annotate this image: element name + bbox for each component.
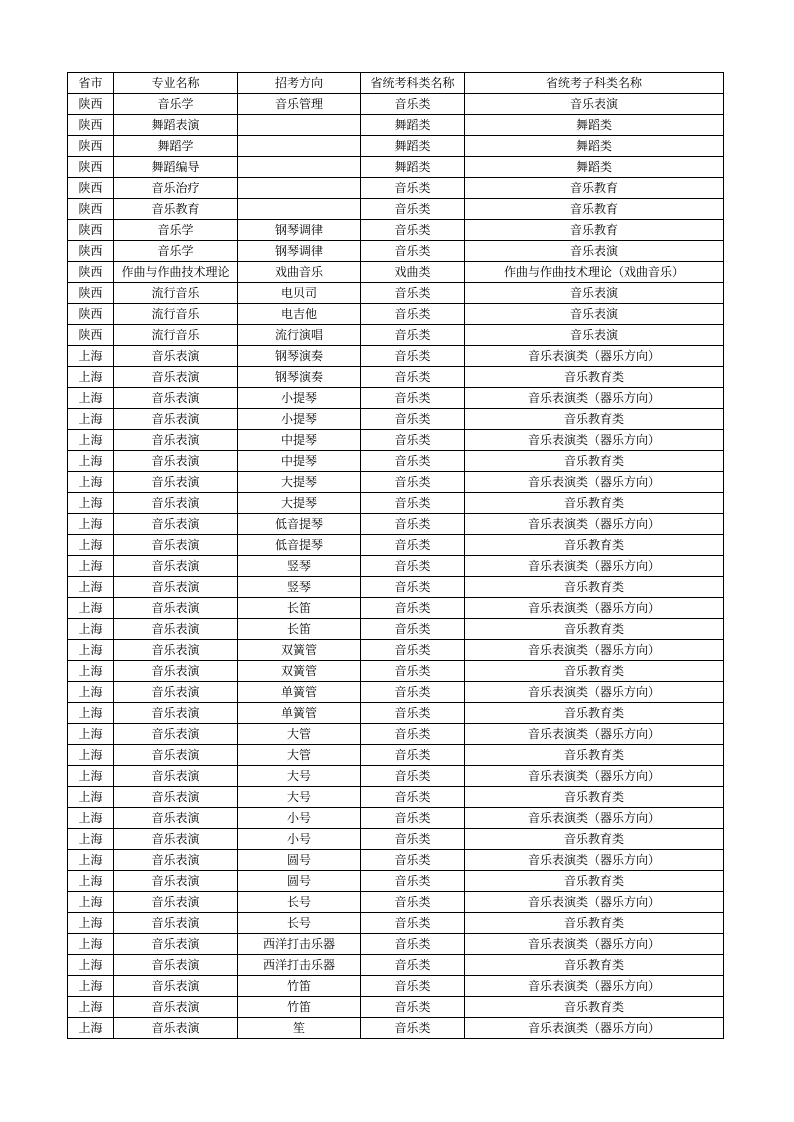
table-row bbox=[68, 871, 724, 892]
table-row bbox=[68, 241, 724, 262]
cell-category: 音乐类 bbox=[361, 745, 465, 766]
cell-subcategory: 音乐表演类（器乐方向） bbox=[465, 556, 724, 577]
table-body bbox=[68, 94, 724, 1039]
table-row bbox=[68, 703, 724, 724]
cell-direction: 长号 bbox=[238, 892, 361, 913]
cell-direction: 西洋打击乐器 bbox=[238, 955, 361, 976]
cell-direction: 钢琴演奏 bbox=[238, 367, 361, 388]
cell-direction: 钢琴调律 bbox=[238, 241, 361, 262]
cell-category: 音乐类 bbox=[361, 367, 465, 388]
cell-major: 音乐表演 bbox=[114, 493, 238, 514]
cell-province: 上海 bbox=[68, 451, 114, 472]
cell-category: 音乐类 bbox=[361, 241, 465, 262]
cell-major: 音乐表演 bbox=[114, 514, 238, 535]
cell-province: 上海 bbox=[68, 955, 114, 976]
cell-subcategory: 音乐教育 bbox=[465, 199, 724, 220]
cell-category: 音乐类 bbox=[361, 619, 465, 640]
table-row bbox=[68, 472, 724, 493]
cell-province: 上海 bbox=[68, 871, 114, 892]
cell-direction: 小号 bbox=[238, 829, 361, 850]
cell-direction: 钢琴调律 bbox=[238, 220, 361, 241]
cell-category: 音乐类 bbox=[361, 703, 465, 724]
table-header bbox=[68, 73, 724, 94]
cell-subcategory: 音乐表演类（器乐方向） bbox=[465, 388, 724, 409]
cell-province: 上海 bbox=[68, 829, 114, 850]
cell-subcategory: 音乐表演类（器乐方向） bbox=[465, 682, 724, 703]
cell-major: 舞蹈表演 bbox=[114, 115, 238, 136]
cell-major: 音乐表演 bbox=[114, 787, 238, 808]
cell-major: 音乐表演 bbox=[114, 367, 238, 388]
table-row bbox=[68, 955, 724, 976]
cell-major: 音乐表演 bbox=[114, 451, 238, 472]
cell-category: 音乐类 bbox=[361, 472, 465, 493]
cell-direction: 笙 bbox=[238, 1018, 361, 1039]
table-row bbox=[68, 577, 724, 598]
cell-major: 音乐表演 bbox=[114, 829, 238, 850]
cell-category: 音乐类 bbox=[361, 346, 465, 367]
cell-major: 音乐表演 bbox=[114, 997, 238, 1018]
cell-province: 上海 bbox=[68, 472, 114, 493]
cell-subcategory: 音乐教育类 bbox=[465, 829, 724, 850]
cell-subcategory: 舞蹈类 bbox=[465, 115, 724, 136]
cell-subcategory: 作曲与作曲技术理论（戏曲音乐） bbox=[465, 262, 724, 283]
cell-direction: 小提琴 bbox=[238, 409, 361, 430]
cell-direction: 竹笛 bbox=[238, 997, 361, 1018]
cell-category: 音乐类 bbox=[361, 283, 465, 304]
cell-subcategory: 音乐教育类 bbox=[465, 745, 724, 766]
cell-province: 上海 bbox=[68, 892, 114, 913]
cell-province: 陕西 bbox=[68, 199, 114, 220]
cell-province: 陕西 bbox=[68, 136, 114, 157]
table-row bbox=[68, 976, 724, 997]
cell-category: 音乐类 bbox=[361, 766, 465, 787]
cell-category: 音乐类 bbox=[361, 850, 465, 871]
cell-province: 上海 bbox=[68, 934, 114, 955]
cell-province: 上海 bbox=[68, 493, 114, 514]
table-row bbox=[68, 829, 724, 850]
table-row bbox=[68, 997, 724, 1018]
cell-subcategory: 音乐表演类（器乐方向） bbox=[465, 598, 724, 619]
table-row bbox=[68, 304, 724, 325]
cell-subcategory: 音乐表演 bbox=[465, 94, 724, 115]
cell-direction: 长笛 bbox=[238, 598, 361, 619]
cell-province: 上海 bbox=[68, 913, 114, 934]
cell-major: 音乐表演 bbox=[114, 682, 238, 703]
cell-major: 音乐治疗 bbox=[114, 178, 238, 199]
cell-direction: 长号 bbox=[238, 913, 361, 934]
admissions-table bbox=[67, 72, 724, 1039]
cell-category: 音乐类 bbox=[361, 388, 465, 409]
cell-major: 音乐表演 bbox=[114, 388, 238, 409]
cell-category: 音乐类 bbox=[361, 94, 465, 115]
cell-province: 上海 bbox=[68, 661, 114, 682]
cell-category: 音乐类 bbox=[361, 955, 465, 976]
cell-subcategory: 音乐表演类（器乐方向） bbox=[465, 640, 724, 661]
cell-subcategory: 音乐教育类 bbox=[465, 535, 724, 556]
table-row bbox=[68, 430, 724, 451]
cell-subcategory: 音乐表演类（器乐方向） bbox=[465, 766, 724, 787]
cell-category: 音乐类 bbox=[361, 430, 465, 451]
cell-province: 上海 bbox=[68, 409, 114, 430]
cell-subcategory: 音乐教育类 bbox=[465, 451, 724, 472]
cell-category: 音乐类 bbox=[361, 178, 465, 199]
cell-major: 音乐表演 bbox=[114, 409, 238, 430]
cell-province: 陕西 bbox=[68, 262, 114, 283]
cell-major: 音乐表演 bbox=[114, 619, 238, 640]
cell-category: 音乐类 bbox=[361, 661, 465, 682]
cell-category: 音乐类 bbox=[361, 640, 465, 661]
cell-direction: 流行演唱 bbox=[238, 325, 361, 346]
table-row bbox=[68, 388, 724, 409]
cell-direction: 小提琴 bbox=[238, 388, 361, 409]
cell-province: 陕西 bbox=[68, 178, 114, 199]
cell-province: 上海 bbox=[68, 976, 114, 997]
table-row bbox=[68, 619, 724, 640]
cell-subcategory: 音乐教育类 bbox=[465, 913, 724, 934]
table-row bbox=[68, 598, 724, 619]
cell-subcategory: 音乐教育 bbox=[465, 178, 724, 199]
table-row bbox=[68, 409, 724, 430]
cell-subcategory: 音乐表演类（器乐方向） bbox=[465, 514, 724, 535]
cell-direction: 大提琴 bbox=[238, 472, 361, 493]
cell-province: 上海 bbox=[68, 598, 114, 619]
cell-province: 上海 bbox=[68, 808, 114, 829]
cell-major: 音乐表演 bbox=[114, 976, 238, 997]
cell-province: 上海 bbox=[68, 346, 114, 367]
cell-category: 音乐类 bbox=[361, 493, 465, 514]
cell-province: 上海 bbox=[68, 703, 114, 724]
cell-major: 舞蹈编导 bbox=[114, 157, 238, 178]
cell-subcategory: 音乐教育类 bbox=[465, 787, 724, 808]
cell-province: 上海 bbox=[68, 556, 114, 577]
cell-subcategory: 音乐表演类（器乐方向） bbox=[465, 472, 724, 493]
table-row bbox=[68, 178, 724, 199]
cell-province: 上海 bbox=[68, 535, 114, 556]
table-row bbox=[68, 262, 724, 283]
header-subcategory: 省统考子科类名称 bbox=[465, 73, 724, 94]
cell-subcategory: 音乐表演类（器乐方向） bbox=[465, 934, 724, 955]
cell-major: 音乐表演 bbox=[114, 850, 238, 871]
header-row bbox=[68, 73, 724, 94]
cell-category: 音乐类 bbox=[361, 514, 465, 535]
cell-category: 音乐类 bbox=[361, 871, 465, 892]
cell-major: 音乐表演 bbox=[114, 934, 238, 955]
table-row bbox=[68, 136, 724, 157]
cell-major: 音乐表演 bbox=[114, 472, 238, 493]
cell-major: 音乐表演 bbox=[114, 577, 238, 598]
cell-direction: 中提琴 bbox=[238, 430, 361, 451]
cell-province: 陕西 bbox=[68, 220, 114, 241]
cell-province: 陕西 bbox=[68, 157, 114, 178]
cell-direction bbox=[238, 157, 361, 178]
cell-province: 上海 bbox=[68, 682, 114, 703]
cell-category: 舞蹈类 bbox=[361, 136, 465, 157]
cell-province: 陕西 bbox=[68, 94, 114, 115]
cell-province: 陕西 bbox=[68, 115, 114, 136]
cell-subcategory: 音乐表演 bbox=[465, 325, 724, 346]
cell-category: 音乐类 bbox=[361, 451, 465, 472]
cell-subcategory: 音乐教育类 bbox=[465, 955, 724, 976]
cell-direction: 大管 bbox=[238, 724, 361, 745]
table-row bbox=[68, 934, 724, 955]
table-row bbox=[68, 850, 724, 871]
table-row bbox=[68, 283, 724, 304]
cell-major: 音乐表演 bbox=[114, 598, 238, 619]
cell-subcategory: 音乐教育类 bbox=[465, 619, 724, 640]
table-row bbox=[68, 220, 724, 241]
table-row bbox=[68, 367, 724, 388]
cell-category: 音乐类 bbox=[361, 199, 465, 220]
cell-subcategory: 音乐表演类（器乐方向） bbox=[465, 976, 724, 997]
cell-category: 音乐类 bbox=[361, 598, 465, 619]
cell-direction: 大提琴 bbox=[238, 493, 361, 514]
cell-direction: 圆号 bbox=[238, 850, 361, 871]
header-category: 省统考科类名称 bbox=[361, 73, 465, 94]
header-province: 省市 bbox=[68, 73, 114, 94]
cell-category: 音乐类 bbox=[361, 1018, 465, 1039]
cell-major: 音乐表演 bbox=[114, 535, 238, 556]
table-row bbox=[68, 913, 724, 934]
cell-category: 音乐类 bbox=[361, 934, 465, 955]
cell-subcategory: 音乐教育类 bbox=[465, 409, 724, 430]
cell-major: 音乐表演 bbox=[114, 661, 238, 682]
cell-subcategory: 音乐表演类（器乐方向） bbox=[465, 808, 724, 829]
table-row bbox=[68, 808, 724, 829]
cell-province: 上海 bbox=[68, 367, 114, 388]
cell-major: 音乐表演 bbox=[114, 346, 238, 367]
cell-category: 舞蹈类 bbox=[361, 157, 465, 178]
cell-direction: 电贝司 bbox=[238, 283, 361, 304]
cell-category: 音乐类 bbox=[361, 787, 465, 808]
cell-major: 音乐表演 bbox=[114, 892, 238, 913]
cell-province: 陕西 bbox=[68, 241, 114, 262]
table-row bbox=[68, 892, 724, 913]
cell-subcategory: 舞蹈类 bbox=[465, 136, 724, 157]
cell-category: 舞蹈类 bbox=[361, 115, 465, 136]
table-row bbox=[68, 493, 724, 514]
cell-major: 作曲与作曲技术理论 bbox=[114, 262, 238, 283]
cell-direction: 竹笛 bbox=[238, 976, 361, 997]
cell-subcategory: 音乐表演类（器乐方向） bbox=[465, 1018, 724, 1039]
cell-subcategory: 音乐教育类 bbox=[465, 493, 724, 514]
cell-major: 音乐表演 bbox=[114, 703, 238, 724]
cell-major: 流行音乐 bbox=[114, 283, 238, 304]
cell-category: 音乐类 bbox=[361, 577, 465, 598]
cell-direction bbox=[238, 199, 361, 220]
cell-major: 音乐表演 bbox=[114, 430, 238, 451]
table-row bbox=[68, 640, 724, 661]
cell-direction: 竖琴 bbox=[238, 577, 361, 598]
cell-subcategory: 音乐教育类 bbox=[465, 703, 724, 724]
cell-province: 上海 bbox=[68, 745, 114, 766]
cell-subcategory: 音乐教育类 bbox=[465, 871, 724, 892]
cell-major: 音乐表演 bbox=[114, 913, 238, 934]
cell-subcategory: 音乐教育 bbox=[465, 220, 724, 241]
cell-direction: 单簧管 bbox=[238, 703, 361, 724]
cell-category: 音乐类 bbox=[361, 682, 465, 703]
cell-direction: 竖琴 bbox=[238, 556, 361, 577]
cell-direction: 西洋打击乐器 bbox=[238, 934, 361, 955]
table-row bbox=[68, 535, 724, 556]
cell-category: 音乐类 bbox=[361, 409, 465, 430]
cell-direction: 小号 bbox=[238, 808, 361, 829]
cell-major: 流行音乐 bbox=[114, 304, 238, 325]
cell-subcategory: 音乐表演 bbox=[465, 241, 724, 262]
cell-province: 上海 bbox=[68, 850, 114, 871]
cell-major: 音乐表演 bbox=[114, 808, 238, 829]
cell-category: 音乐类 bbox=[361, 556, 465, 577]
cell-major: 音乐表演 bbox=[114, 955, 238, 976]
cell-province: 陕西 bbox=[68, 283, 114, 304]
cell-province: 上海 bbox=[68, 766, 114, 787]
cell-province: 上海 bbox=[68, 430, 114, 451]
cell-subcategory: 音乐教育类 bbox=[465, 997, 724, 1018]
table-row bbox=[68, 682, 724, 703]
cell-category: 音乐类 bbox=[361, 220, 465, 241]
table-row bbox=[68, 556, 724, 577]
cell-major: 音乐表演 bbox=[114, 1018, 238, 1039]
cell-subcategory: 音乐教育类 bbox=[465, 661, 724, 682]
cell-province: 上海 bbox=[68, 388, 114, 409]
cell-subcategory: 音乐表演类（器乐方向） bbox=[465, 724, 724, 745]
cell-direction: 中提琴 bbox=[238, 451, 361, 472]
cell-direction: 双簧管 bbox=[238, 661, 361, 682]
cell-direction: 单簧管 bbox=[238, 682, 361, 703]
cell-subcategory: 音乐教育类 bbox=[465, 367, 724, 388]
table-row bbox=[68, 346, 724, 367]
cell-direction: 长笛 bbox=[238, 619, 361, 640]
cell-direction bbox=[238, 178, 361, 199]
cell-major: 音乐学 bbox=[114, 241, 238, 262]
cell-category: 音乐类 bbox=[361, 325, 465, 346]
cell-category: 音乐类 bbox=[361, 829, 465, 850]
cell-major: 音乐学 bbox=[114, 220, 238, 241]
table-row bbox=[68, 724, 724, 745]
cell-province: 上海 bbox=[68, 640, 114, 661]
cell-direction: 音乐管理 bbox=[238, 94, 361, 115]
cell-category: 音乐类 bbox=[361, 535, 465, 556]
cell-province: 上海 bbox=[68, 619, 114, 640]
cell-subcategory: 音乐教育类 bbox=[465, 577, 724, 598]
cell-subcategory: 音乐表演类（器乐方向） bbox=[465, 850, 724, 871]
cell-province: 陕西 bbox=[68, 325, 114, 346]
cell-category: 戏曲类 bbox=[361, 262, 465, 283]
cell-major: 舞蹈学 bbox=[114, 136, 238, 157]
table-row bbox=[68, 787, 724, 808]
cell-province: 陕西 bbox=[68, 304, 114, 325]
table-row bbox=[68, 325, 724, 346]
cell-province: 上海 bbox=[68, 787, 114, 808]
table-row bbox=[68, 451, 724, 472]
cell-major: 流行音乐 bbox=[114, 325, 238, 346]
cell-direction: 大管 bbox=[238, 745, 361, 766]
table-row bbox=[68, 514, 724, 535]
table-row bbox=[68, 661, 724, 682]
cell-major: 音乐表演 bbox=[114, 724, 238, 745]
cell-province: 上海 bbox=[68, 724, 114, 745]
cell-category: 音乐类 bbox=[361, 808, 465, 829]
cell-direction: 电吉他 bbox=[238, 304, 361, 325]
cell-province: 上海 bbox=[68, 1018, 114, 1039]
cell-category: 音乐类 bbox=[361, 304, 465, 325]
table-row bbox=[68, 115, 724, 136]
cell-province: 上海 bbox=[68, 577, 114, 598]
table-row bbox=[68, 766, 724, 787]
cell-direction bbox=[238, 136, 361, 157]
table-row bbox=[68, 94, 724, 115]
cell-category: 音乐类 bbox=[361, 997, 465, 1018]
cell-direction: 双簧管 bbox=[238, 640, 361, 661]
cell-major: 音乐表演 bbox=[114, 871, 238, 892]
cell-direction: 圆号 bbox=[238, 871, 361, 892]
cell-subcategory: 音乐表演类（器乐方向） bbox=[465, 430, 724, 451]
cell-major: 音乐学 bbox=[114, 94, 238, 115]
table-row bbox=[68, 1018, 724, 1039]
cell-direction: 戏曲音乐 bbox=[238, 262, 361, 283]
cell-major: 音乐教育 bbox=[114, 199, 238, 220]
cell-subcategory: 舞蹈类 bbox=[465, 157, 724, 178]
cell-subcategory: 音乐表演 bbox=[465, 283, 724, 304]
cell-major: 音乐表演 bbox=[114, 640, 238, 661]
cell-province: 上海 bbox=[68, 514, 114, 535]
cell-category: 音乐类 bbox=[361, 724, 465, 745]
header-direction: 招考方向 bbox=[238, 73, 361, 94]
cell-category: 音乐类 bbox=[361, 913, 465, 934]
cell-subcategory: 音乐表演类（器乐方向） bbox=[465, 346, 724, 367]
cell-province: 上海 bbox=[68, 997, 114, 1018]
cell-major: 音乐表演 bbox=[114, 556, 238, 577]
cell-subcategory: 音乐表演 bbox=[465, 304, 724, 325]
cell-direction: 低音提琴 bbox=[238, 514, 361, 535]
table-row bbox=[68, 745, 724, 766]
table-row bbox=[68, 199, 724, 220]
cell-direction: 大号 bbox=[238, 766, 361, 787]
table-row bbox=[68, 157, 724, 178]
cell-major: 音乐表演 bbox=[114, 766, 238, 787]
cell-category: 音乐类 bbox=[361, 892, 465, 913]
cell-major: 音乐表演 bbox=[114, 745, 238, 766]
cell-direction: 大号 bbox=[238, 787, 361, 808]
cell-subcategory: 音乐表演类（器乐方向） bbox=[465, 892, 724, 913]
cell-direction: 低音提琴 bbox=[238, 535, 361, 556]
cell-direction: 钢琴演奏 bbox=[238, 346, 361, 367]
cell-direction bbox=[238, 115, 361, 136]
header-major: 专业名称 bbox=[114, 73, 238, 94]
cell-category: 音乐类 bbox=[361, 976, 465, 997]
